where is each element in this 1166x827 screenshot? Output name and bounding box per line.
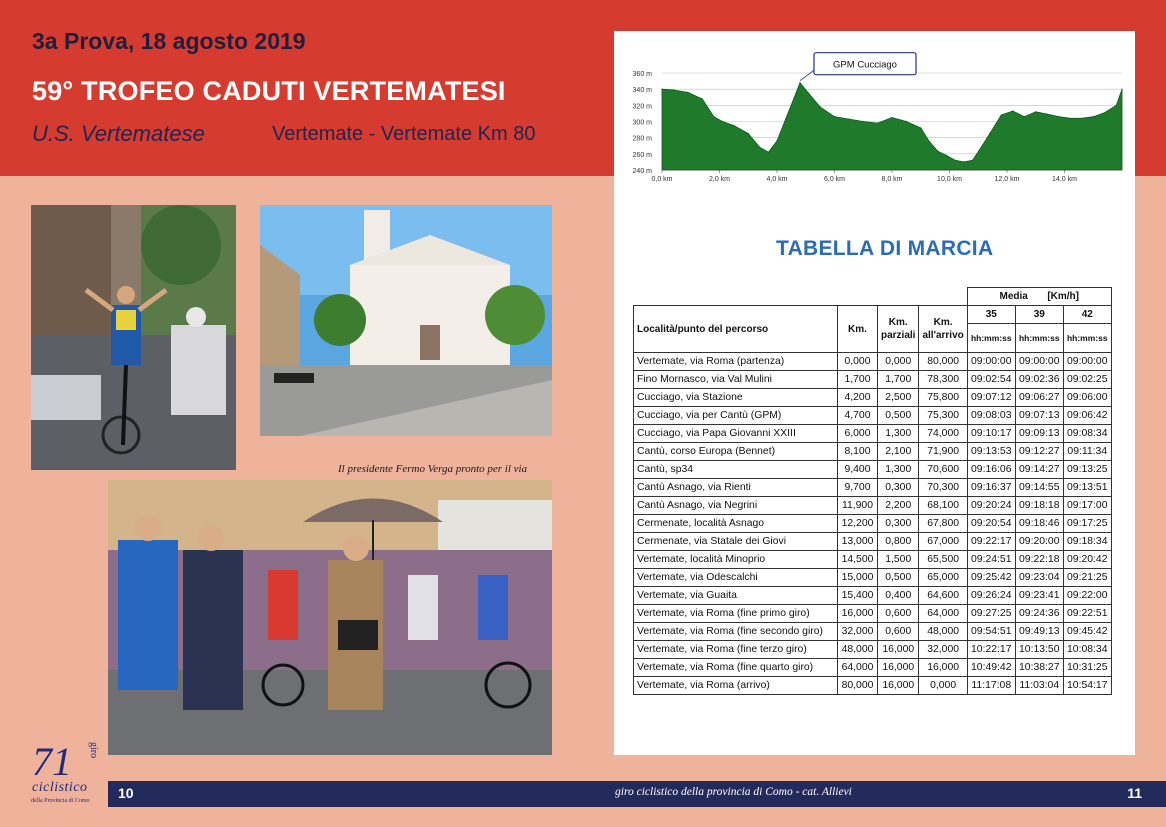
cell-loc: Cantù, corso Europa (Bennet) xyxy=(634,443,838,461)
cell-t39: 09:20:00 xyxy=(1015,533,1063,551)
cell-t42: 09:08:34 xyxy=(1063,425,1111,443)
y-tick-label: 260 m xyxy=(632,151,652,159)
cell-km: 1,700 xyxy=(838,371,878,389)
cell-loc: Cantù Asnago, via Rienti xyxy=(634,479,838,497)
cell-t42: 09:06:42 xyxy=(1063,407,1111,425)
elevation-point xyxy=(733,125,734,126)
media-label: Media xyxy=(999,291,1028,302)
cell-arrivo: 68,100 xyxy=(919,497,967,515)
elevation-point xyxy=(687,92,688,93)
cell-t42: 10:31:25 xyxy=(1063,659,1111,677)
cell-parz: 0,500 xyxy=(878,569,919,587)
cell-t35: 09:25:42 xyxy=(967,569,1015,587)
cell-t35: 09:20:24 xyxy=(967,497,1015,515)
footer-band xyxy=(108,781,1166,807)
cell-arrivo: 32,000 xyxy=(919,641,967,659)
race-date: 3a Prova, 18 agosto 2019 xyxy=(32,28,306,54)
cell-parz: 2,200 xyxy=(878,497,919,515)
table-row xyxy=(634,353,1112,371)
cell-arrivo: 71,900 xyxy=(919,443,967,461)
cell-km: 80,000 xyxy=(838,677,878,695)
cell-t39: 09:24:36 xyxy=(1015,605,1063,623)
speed-39: 39 xyxy=(1015,306,1063,324)
table-row xyxy=(634,569,1112,587)
giro-logo xyxy=(28,740,108,810)
x-tick-label: 12,0 km xyxy=(994,176,1020,183)
cell-km: 9,400 xyxy=(838,461,878,479)
time-format-39: hh:mm:ss xyxy=(1015,324,1063,353)
cell-km: 0,000 xyxy=(838,353,878,371)
cell-t35: 09:07:12 xyxy=(967,389,1015,407)
cell-t42: 09:45:42 xyxy=(1063,623,1111,641)
cell-parz: 0,300 xyxy=(878,515,919,533)
elevation-point xyxy=(820,106,821,107)
cell-t39: 09:23:04 xyxy=(1015,569,1063,587)
cell-km: 15,000 xyxy=(838,569,878,587)
cell-t42: 09:22:00 xyxy=(1063,587,1111,605)
elevation-point xyxy=(1093,116,1094,117)
elevation-point xyxy=(989,133,990,134)
table-row xyxy=(634,605,1112,623)
cell-t35: 09:10:17 xyxy=(967,425,1015,443)
table-row xyxy=(634,587,1112,605)
elevation-point xyxy=(722,121,723,122)
cell-km: 16,000 xyxy=(838,605,878,623)
tabella-title: TABELLA DI MARCIA xyxy=(776,237,994,260)
cell-t39: 10:13:50 xyxy=(1015,641,1063,659)
cell-parz: 1,300 xyxy=(878,425,919,443)
route-info: Vertemate - Vertemate Km 80 xyxy=(272,123,536,145)
cell-t39: 09:00:00 xyxy=(1015,353,1063,371)
cell-arrivo: 16,000 xyxy=(919,659,967,677)
header-loc: Località/punto del percorso xyxy=(634,306,838,353)
cell-km: 8,100 xyxy=(838,443,878,461)
x-tick-label: 4,0 km xyxy=(766,176,788,183)
cell-km: 4,700 xyxy=(838,407,878,425)
elevation-point xyxy=(776,140,777,141)
cell-km: 14,500 xyxy=(838,551,878,569)
cell-arrivo: 70,300 xyxy=(919,479,967,497)
elevation-point xyxy=(848,119,849,120)
elevation-point xyxy=(673,89,674,90)
cell-t35: 09:00:00 xyxy=(967,353,1015,371)
cell-t39: 10:38:27 xyxy=(1015,659,1063,677)
cell-parz: 1,700 xyxy=(878,371,919,389)
cell-t39: 11:03:04 xyxy=(1015,677,1063,695)
elevation-point xyxy=(713,116,714,117)
logo-ciclistico: ciclistico xyxy=(32,780,88,795)
elevation-point xyxy=(906,121,907,122)
page-number-left: 10 xyxy=(118,785,134,801)
cell-t39: 09:49:13 xyxy=(1015,623,1063,641)
cell-km: 11,900 xyxy=(838,497,878,515)
table-row xyxy=(634,515,1112,533)
cell-t39: 09:23:41 xyxy=(1015,587,1063,605)
elevation-point xyxy=(963,161,964,162)
cell-arrivo: 65,000 xyxy=(919,569,967,587)
table-row xyxy=(634,677,1112,695)
cell-t42: 10:08:34 xyxy=(1063,641,1111,659)
cell-parz: 16,000 xyxy=(878,641,919,659)
cell-arrivo: 80,000 xyxy=(919,353,967,371)
elevation-point xyxy=(834,116,835,117)
table-row xyxy=(634,407,1112,425)
cell-loc: Cucciago, via per Cantù (GPM) xyxy=(634,407,838,425)
cell-parz: 0,400 xyxy=(878,587,919,605)
cell-parz: 0,500 xyxy=(878,407,919,425)
cell-parz: 16,000 xyxy=(878,677,919,695)
cell-t42: 09:13:51 xyxy=(1063,479,1111,497)
table-row xyxy=(634,551,1112,569)
cell-t35: 10:49:42 xyxy=(967,659,1015,677)
cell-parz: 0,800 xyxy=(878,533,919,551)
cell-arrivo: 70,600 xyxy=(919,461,967,479)
speed-42: 42 xyxy=(1063,306,1111,324)
elevation-point xyxy=(1058,116,1059,117)
media-header xyxy=(967,288,1111,306)
cell-arrivo: 74,000 xyxy=(919,425,967,443)
cell-t42: 09:17:25 xyxy=(1063,515,1111,533)
cell-t42: 09:13:25 xyxy=(1063,461,1111,479)
elevation-point xyxy=(891,117,892,118)
table-row xyxy=(634,461,1112,479)
cell-loc: Vertemate, via Guaita xyxy=(634,587,838,605)
cell-t39: 09:12:27 xyxy=(1015,443,1063,461)
club-name: U.S. Vertematese xyxy=(32,121,205,146)
cell-loc: Cucciago, via Stazione xyxy=(634,389,838,407)
elevation-point xyxy=(955,160,956,161)
table-row xyxy=(634,425,1112,443)
y-tick-label: 320 m xyxy=(632,103,652,111)
cell-arrivo: 65,500 xyxy=(919,551,967,569)
cell-t35: 09:13:53 xyxy=(967,443,1015,461)
cell-loc: Vertemate, via Roma (partenza) xyxy=(634,353,838,371)
cell-t42: 09:00:00 xyxy=(1063,353,1111,371)
elevation-point xyxy=(759,147,760,148)
cell-arrivo: 75,300 xyxy=(919,407,967,425)
elevation-point xyxy=(1047,114,1048,115)
cell-arrivo: 64,600 xyxy=(919,587,967,605)
cell-t35: 09:24:51 xyxy=(967,551,1015,569)
cell-t42: 09:18:34 xyxy=(1063,533,1111,551)
cell-loc: Cantù Asnago, via Negrini xyxy=(634,497,838,515)
elevation-point xyxy=(937,151,938,152)
cell-km: 64,000 xyxy=(838,659,878,677)
cell-loc: Vertemate, località Minoprio xyxy=(634,551,838,569)
elevation-point xyxy=(1012,110,1013,111)
logo-provincia: della Provincia di Como xyxy=(31,798,90,804)
cell-t35: 11:17:08 xyxy=(967,677,1015,695)
y-tick-label: 240 m xyxy=(632,168,652,175)
table-row xyxy=(634,389,1112,407)
cell-t35: 09:27:25 xyxy=(967,605,1015,623)
elevation-point xyxy=(1104,112,1105,113)
y-tick-label: 340 m xyxy=(632,87,652,95)
cell-t35: 09:02:54 xyxy=(967,371,1015,389)
elevation-point xyxy=(920,127,921,128)
cell-arrivo: 67,000 xyxy=(919,533,967,551)
x-tick-label: 2,0 km xyxy=(708,176,731,183)
cell-t39: 09:07:13 xyxy=(1015,407,1063,425)
elevation-point xyxy=(972,160,973,161)
cell-t35: 09:54:51 xyxy=(967,623,1015,641)
elevation-point xyxy=(808,93,809,94)
table-row xyxy=(634,623,1112,641)
cell-t35: 09:20:54 xyxy=(967,515,1015,533)
x-tick-label: 10,0 km xyxy=(937,176,962,183)
cell-t42: 09:21:25 xyxy=(1063,569,1111,587)
cell-loc: Cucciago, via Papa Giovanni XXIII xyxy=(634,425,838,443)
cell-t35: 09:26:24 xyxy=(967,587,1015,605)
elevation-point xyxy=(1121,89,1122,90)
cell-t35: 10:22:17 xyxy=(967,641,1015,659)
elevation-point xyxy=(1001,114,1002,115)
x-tick-label: 14,0 km xyxy=(1052,176,1077,183)
cell-t42: 09:20:42 xyxy=(1063,551,1111,569)
elevation-point xyxy=(981,147,982,148)
x-tick-label: 0,0 km xyxy=(651,176,673,183)
cell-loc: Vertemate, via Roma (fine terzo giro) xyxy=(634,641,838,659)
time-format-42: hh:mm:ss xyxy=(1063,324,1111,353)
cell-loc: Vertemate, via Roma (fine primo giro) xyxy=(634,605,838,623)
elevation-point xyxy=(946,155,947,156)
cell-km: 13,000 xyxy=(838,533,878,551)
table-row xyxy=(634,371,1112,389)
page-number-right: 11 xyxy=(1127,785,1142,801)
elevation-point xyxy=(794,97,795,98)
photo-start-group xyxy=(108,480,552,755)
elevation-point xyxy=(1070,118,1071,119)
header-parz: Km. parziali xyxy=(878,306,919,353)
cell-t42: 10:54:17 xyxy=(1063,677,1111,695)
cell-parz: 2,100 xyxy=(878,443,919,461)
cell-arrivo: 0,000 xyxy=(919,677,967,695)
x-tick-label: 6,0 km xyxy=(823,176,846,183)
cell-loc: Fino Mornasco, via Val Mulini xyxy=(634,371,838,389)
cell-arrivo: 64,000 xyxy=(919,605,967,623)
altimetry-profile-chart xyxy=(614,31,1135,196)
y-tick-label: 300 m xyxy=(632,119,652,127)
elevation-point xyxy=(1081,118,1082,119)
cell-km: 6,000 xyxy=(838,425,878,443)
cell-parz: 0,600 xyxy=(878,623,919,641)
elevation-point xyxy=(799,82,800,83)
photo-caption: Il presidente Fermo Verga pronto per il via xyxy=(338,463,528,475)
footer-text: giro ciclistico della provincia di Como - cat. Allievi xyxy=(615,786,852,798)
cell-km: 9,700 xyxy=(838,479,878,497)
cell-loc: Vertemate, via Roma (arrivo) xyxy=(634,677,838,695)
cell-t39: 09:14:27 xyxy=(1015,461,1063,479)
elevation-point xyxy=(1035,111,1036,112)
cell-t39: 09:14:55 xyxy=(1015,479,1063,497)
cell-parz: 1,300 xyxy=(878,461,919,479)
elevation-point xyxy=(863,121,864,122)
cell-parz: 1,500 xyxy=(878,551,919,569)
cell-parz: 0,000 xyxy=(878,353,919,371)
cell-t39: 09:18:18 xyxy=(1015,497,1063,515)
header-arrivo: Km. all'arrivo xyxy=(919,306,967,353)
header-km: Km. xyxy=(838,306,878,353)
cell-parz: 16,000 xyxy=(878,659,919,677)
table-row xyxy=(634,443,1112,461)
speed-35: 35 xyxy=(967,306,1015,324)
y-tick-label: 280 m xyxy=(632,135,652,143)
elevation-point xyxy=(1116,105,1117,106)
cell-t35: 09:08:03 xyxy=(967,407,1015,425)
cell-km: 48,000 xyxy=(838,641,878,659)
table-row xyxy=(634,479,1112,497)
x-tick-label: 8,0 km xyxy=(881,176,903,183)
cell-km: 4,200 xyxy=(838,389,878,407)
cell-parz: 0,300 xyxy=(878,479,919,497)
cell-t39: 09:02:36 xyxy=(1015,371,1063,389)
cell-t35: 09:22:17 xyxy=(967,533,1015,551)
cell-loc: Cantù, sp34 xyxy=(634,461,838,479)
cell-t39: 09:09:13 xyxy=(1015,425,1063,443)
marcia-table xyxy=(633,287,1112,695)
photo-church xyxy=(260,205,552,436)
cell-km: 32,000 xyxy=(838,623,878,641)
cell-t42: 09:02:25 xyxy=(1063,371,1111,389)
cell-arrivo: 67,800 xyxy=(919,515,967,533)
cell-loc: Vertemate, via Odescalchi xyxy=(634,569,838,587)
table-row xyxy=(634,659,1112,677)
cell-t35: 09:16:37 xyxy=(967,479,1015,497)
cell-parz: 2,500 xyxy=(878,389,919,407)
race-title: 59° TROFEO CADUTI VERTEMATESI xyxy=(32,76,506,106)
cell-t42: 09:11:34 xyxy=(1063,443,1111,461)
elevation-point xyxy=(661,89,662,90)
cell-arrivo: 75,800 xyxy=(919,389,967,407)
elevation-point xyxy=(785,119,786,120)
cell-loc: Vertemate, via Roma (fine secondo giro) xyxy=(634,623,838,641)
elevation-point xyxy=(768,152,769,153)
table-row xyxy=(634,641,1112,659)
cell-loc: Cermenate, via Statale dei Giovi xyxy=(634,533,838,551)
elevation-point xyxy=(1024,116,1025,117)
cell-t42: 09:06:00 xyxy=(1063,389,1111,407)
elevation-point xyxy=(748,133,749,134)
elevation-area xyxy=(662,83,1122,170)
cell-loc: Cermenate, località Asnago xyxy=(634,515,838,533)
time-format-35: hh:mm:ss xyxy=(967,324,1015,353)
elevation-point xyxy=(929,141,930,142)
y-tick-label: 360 m xyxy=(632,71,652,78)
photo-winner xyxy=(31,205,236,470)
table-row xyxy=(634,497,1112,515)
unit-label: [Km/h] xyxy=(1047,291,1079,302)
elevation-point xyxy=(702,98,703,99)
cell-t39: 09:22:18 xyxy=(1015,551,1063,569)
cell-parz: 0,600 xyxy=(878,605,919,623)
cell-arrivo: 78,300 xyxy=(919,371,967,389)
cell-t42: 09:17:00 xyxy=(1063,497,1111,515)
right-panel xyxy=(614,31,1135,755)
cell-arrivo: 48,000 xyxy=(919,623,967,641)
cell-t39: 09:18:46 xyxy=(1015,515,1063,533)
cell-km: 12,200 xyxy=(838,515,878,533)
logo-number: 71 xyxy=(32,739,72,784)
logo-giro: giro xyxy=(88,742,99,759)
table-row xyxy=(634,533,1112,551)
elevation-point xyxy=(877,123,878,124)
gpm-label: GPM Cucciago xyxy=(833,59,897,71)
cell-km: 15,400 xyxy=(838,587,878,605)
cell-t42: 09:22:51 xyxy=(1063,605,1111,623)
cell-loc: Vertemate, via Roma (fine quarto giro) xyxy=(634,659,838,677)
cell-t35: 09:16:06 xyxy=(967,461,1015,479)
cell-t39: 09:06:27 xyxy=(1015,389,1063,407)
